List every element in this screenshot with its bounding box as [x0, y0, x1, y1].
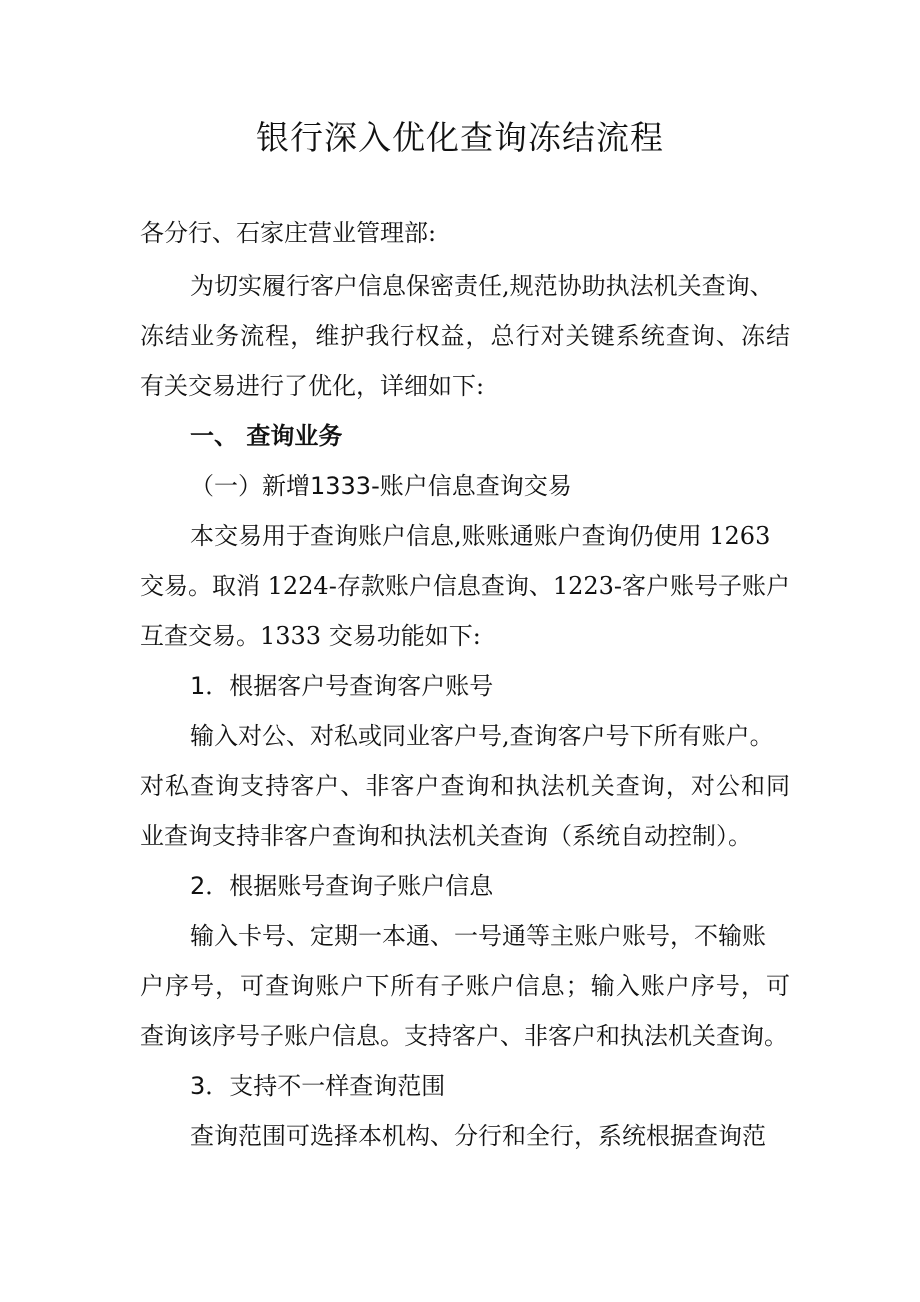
paragraph-line: 为切实履行客户信息保密责任,规范协助执法机关查询、 [190, 272, 774, 300]
item-heading: 2．根据账号查询子账户信息 [190, 872, 494, 900]
paragraph-line: 输入卡号、定期一本通、一号通等主账户账号，不输账 [190, 922, 766, 950]
item-heading: 3．支持不一样查询范围 [190, 1072, 446, 1100]
salutation: 各分行、石家庄营业管理部: [140, 219, 437, 247]
paragraph-line: 对私查询支持客户、非客户查询和执法机关查询，对公和同 [140, 772, 790, 800]
paragraph-line: 本交易用于查询账户信息,账账通账户查询仍使用 1263 [190, 522, 771, 550]
paragraph-line: 查询该序号子账户信息。支持客户、非客户和执法机关查询。 [140, 1022, 788, 1050]
paragraph-line: 冻结业务流程，维护我行权益，总行对关键系统查询、冻结 [140, 322, 790, 350]
paragraph-line: 交易。取消 1224-存款账户信息查询、1223-客户账号子账户 [140, 572, 791, 600]
document-title: 银行深入优化查询冻结流程 [256, 118, 664, 157]
paragraph-line: 有关交易进行了优化，详细如下: [140, 372, 485, 400]
paragraph-line: 查询范围可选择本机构、分行和全行，系统根据查询范 [190, 1122, 766, 1150]
paragraph-line: 户序号，可查询账户下所有子账户信息；输入账户序号，可 [140, 972, 790, 1000]
item-heading: 1．根据客户号查询客户账号 [190, 672, 494, 700]
section-heading: 一、 查询业务 [190, 422, 343, 450]
subsection-heading: （一）新增1333-账户信息查询交易 [190, 472, 572, 500]
paragraph-line: 互查交易。1333 交易功能如下: [140, 622, 481, 650]
paragraph-line: 业查询支持非客户查询和执法机关查询（系统自动控制）。 [140, 822, 752, 850]
paragraph-line: 输入对公、对私或同业客户号,查询客户号下所有账户。 [190, 722, 774, 750]
